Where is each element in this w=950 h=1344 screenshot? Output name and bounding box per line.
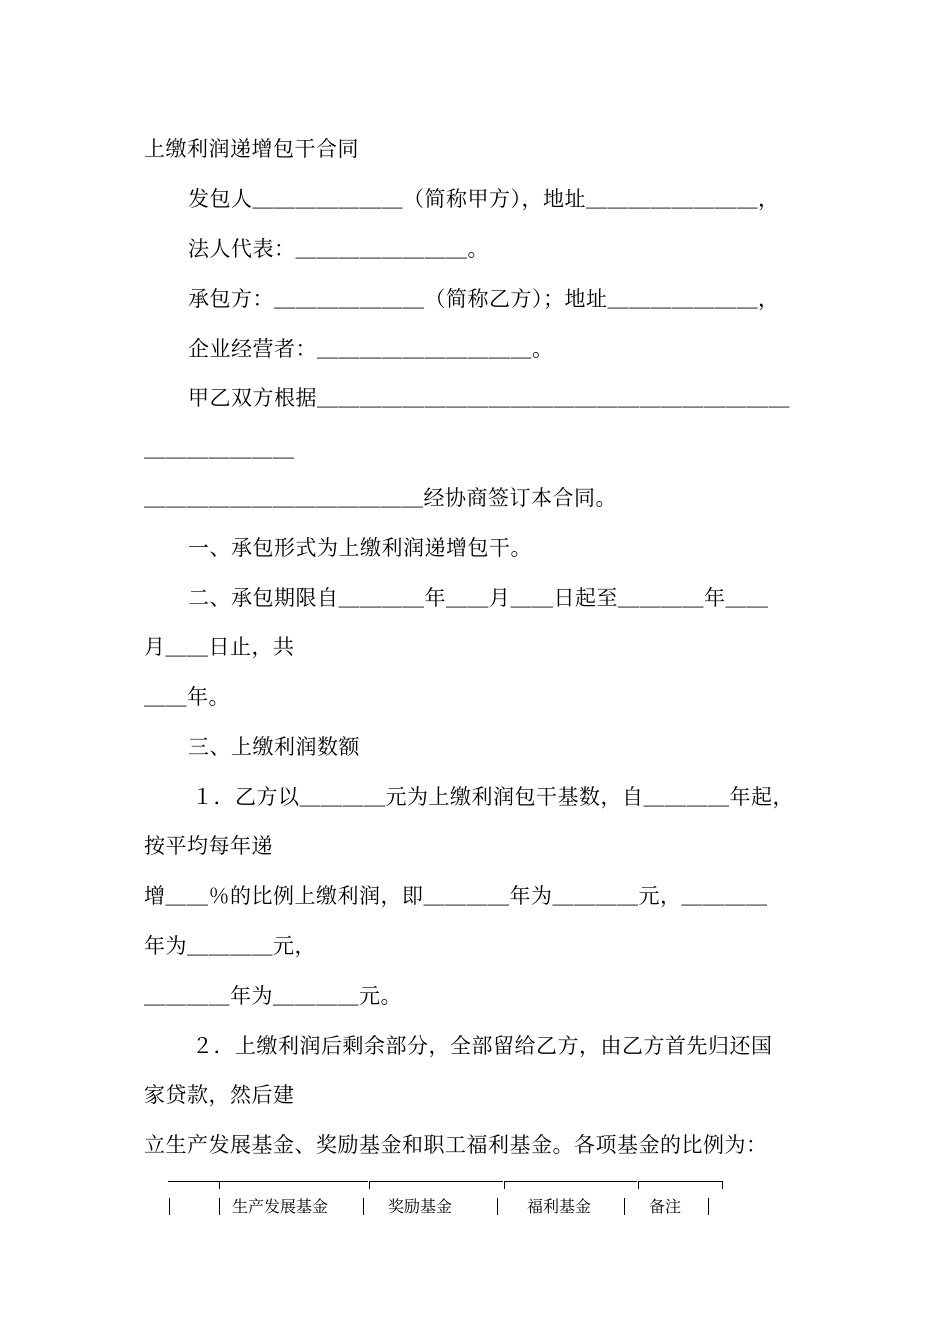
table-tick [638,1181,639,1189]
section-2-cont-2: ＿＿年。 [144,685,230,709]
table-tick [369,1181,370,1189]
table-top-rule [168,1181,219,1182]
table-divider [363,1198,364,1215]
table-divider [708,1198,709,1215]
clause-3-2: ２．上缴利润后剩余部分，全部留给乙方，由乙方首先归还国 [192,1034,773,1058]
table-tick [722,1181,723,1189]
section-2-cont-1: 月＿＿日止，共 [144,635,295,659]
table-divider [219,1198,220,1215]
section-1: 一、承包形式为上缴利润递增包干。 [188,536,532,560]
paragraph-basis-cont-2: ＿＿＿＿＿＿＿＿＿＿＿＿＿经协商签订本合同。 [144,486,617,510]
table-top-rule [370,1181,503,1182]
paragraph-manager: 企业经营者：＿＿＿＿＿＿＿＿＿＿。 [188,337,554,361]
table-top-rule [639,1181,723,1182]
clause-3-1-cont-1: 按平均每年递 [144,834,273,858]
document-title: 上缴利润递增包干合同 [144,137,359,161]
table-header-reward-fund: 奖励基金 [388,1197,453,1216]
table-tick [504,1181,505,1189]
section-2: 二、承包期限自＿＿＿＿年＿＿月＿＿日起至＿＿＿＿年＿＿ [188,586,769,610]
paragraph-contractor: 承包方：＿＿＿＿＿＿＿（简称乙方）；地址＿＿＿＿＿＿＿， [188,287,780,311]
clause-3-2-cont-2: 立生产发展基金、奖励基金和职工福利基金。各项基金的比例为： [144,1133,768,1157]
paragraph-issuer: 发包人＿＿＿＿＿＿＿（简称甲方），地址＿＿＿＿＿＿＿＿， [188,187,780,211]
table-top-rule [220,1181,368,1182]
clause-3-1-cont-2: 增＿＿％的比例上缴利润，即＿＿＿＿年为＿＿＿＿元，＿＿＿＿ [144,884,768,908]
clause-3-1-cont-4: ＿＿＿＿年为＿＿＿＿元。 [144,984,402,1008]
table-divider [497,1198,498,1215]
table-divider [169,1198,170,1215]
paragraph-basis-cont-1: ＿＿＿＿＿＿＿ [144,437,295,461]
table-tick [219,1181,220,1189]
clause-3-1-cont-3: 年为＿＿＿＿元， [144,934,316,958]
table-header-production-fund: 生产发展基金 [232,1197,329,1216]
table-divider [624,1198,625,1215]
table-header-remarks: 备注 [649,1197,682,1216]
clause-3-2-cont-1: 家贷款，然后建 [144,1083,295,1107]
paragraph-basis: 甲乙双方根据＿＿＿＿＿＿＿＿＿＿＿＿＿＿＿＿＿＿＿＿＿＿ [188,386,790,410]
fund-ratio-table [168,1181,723,1217]
section-3-heading: 三、上缴利润数额 [188,735,360,759]
clause-3-1: １．乙方以＿＿＿＿元为上缴利润包干基数，自＿＿＿＿年起， [192,785,794,809]
table-header-welfare-fund: 福利基金 [527,1197,592,1216]
paragraph-legal-rep: 法人代表：＿＿＿＿＿＿＿＿。 [188,237,489,261]
table-top-rule [505,1181,637,1182]
